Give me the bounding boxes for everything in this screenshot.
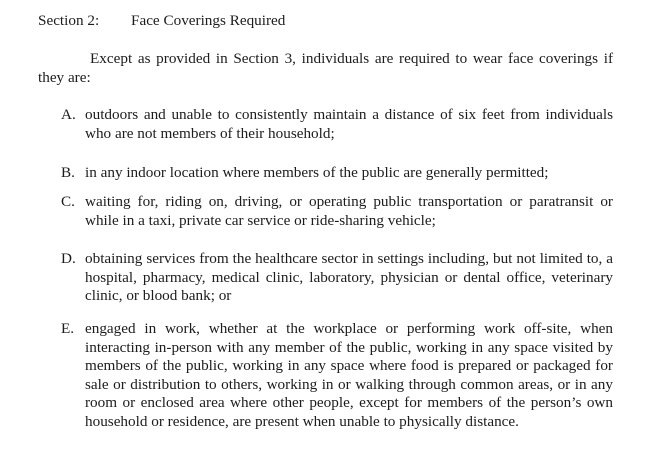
- list-item-letter: E.: [61, 320, 75, 337]
- list-item-b: [61, 164, 613, 183]
- section-title: Face Coverings Required: [131, 12, 286, 29]
- list-item-letter: B.: [61, 164, 75, 181]
- list-item-text: in any indoor location where members of the public are generally permitted;: [85, 164, 549, 181]
- list-item-letter: A.: [61, 106, 76, 123]
- list-item-letter: C.: [61, 193, 75, 210]
- list-item-text: waiting for, riding on, driving, or operating public transportation or paratransit or while in a taxi, private car service or ride-sharing vehicle;: [85, 193, 613, 229]
- list-item-letter: D.: [61, 250, 76, 267]
- list-item-text: engaged in work, whether at the workplace or performing work off-site, when interacting in-person with any member of the public, working in any space visited by members of the public, working in any space where food is prepared or packaged for sale or distribution to others, working in or walking through common areas, or in any room or enclosed area where other people, except for members of the person’s own household or residence, are present when unable to physically distance.: [85, 320, 613, 430]
- list-item-e: [61, 320, 613, 432]
- list-item-d: [61, 250, 613, 306]
- section-number: Section 2:: [38, 12, 100, 29]
- intro-paragraph: Except as provided in Section 3, individuals are required to wear face coverings if they are:: [38, 50, 613, 86]
- list-item-c: [61, 193, 613, 230]
- list-item-a: [61, 106, 613, 143]
- section-heading: [38, 12, 285, 31]
- list-item-text: obtaining services from the healthcare sector in settings including, but not limited to, a hospital, pharmacy, medical clinic, laboratory, physician or dental office, veterinary clinic, or blood bank; or: [85, 250, 613, 305]
- list-item-text: outdoors and unable to consistently maintain a distance of six feet from individuals who are not members of their household;: [85, 106, 613, 142]
